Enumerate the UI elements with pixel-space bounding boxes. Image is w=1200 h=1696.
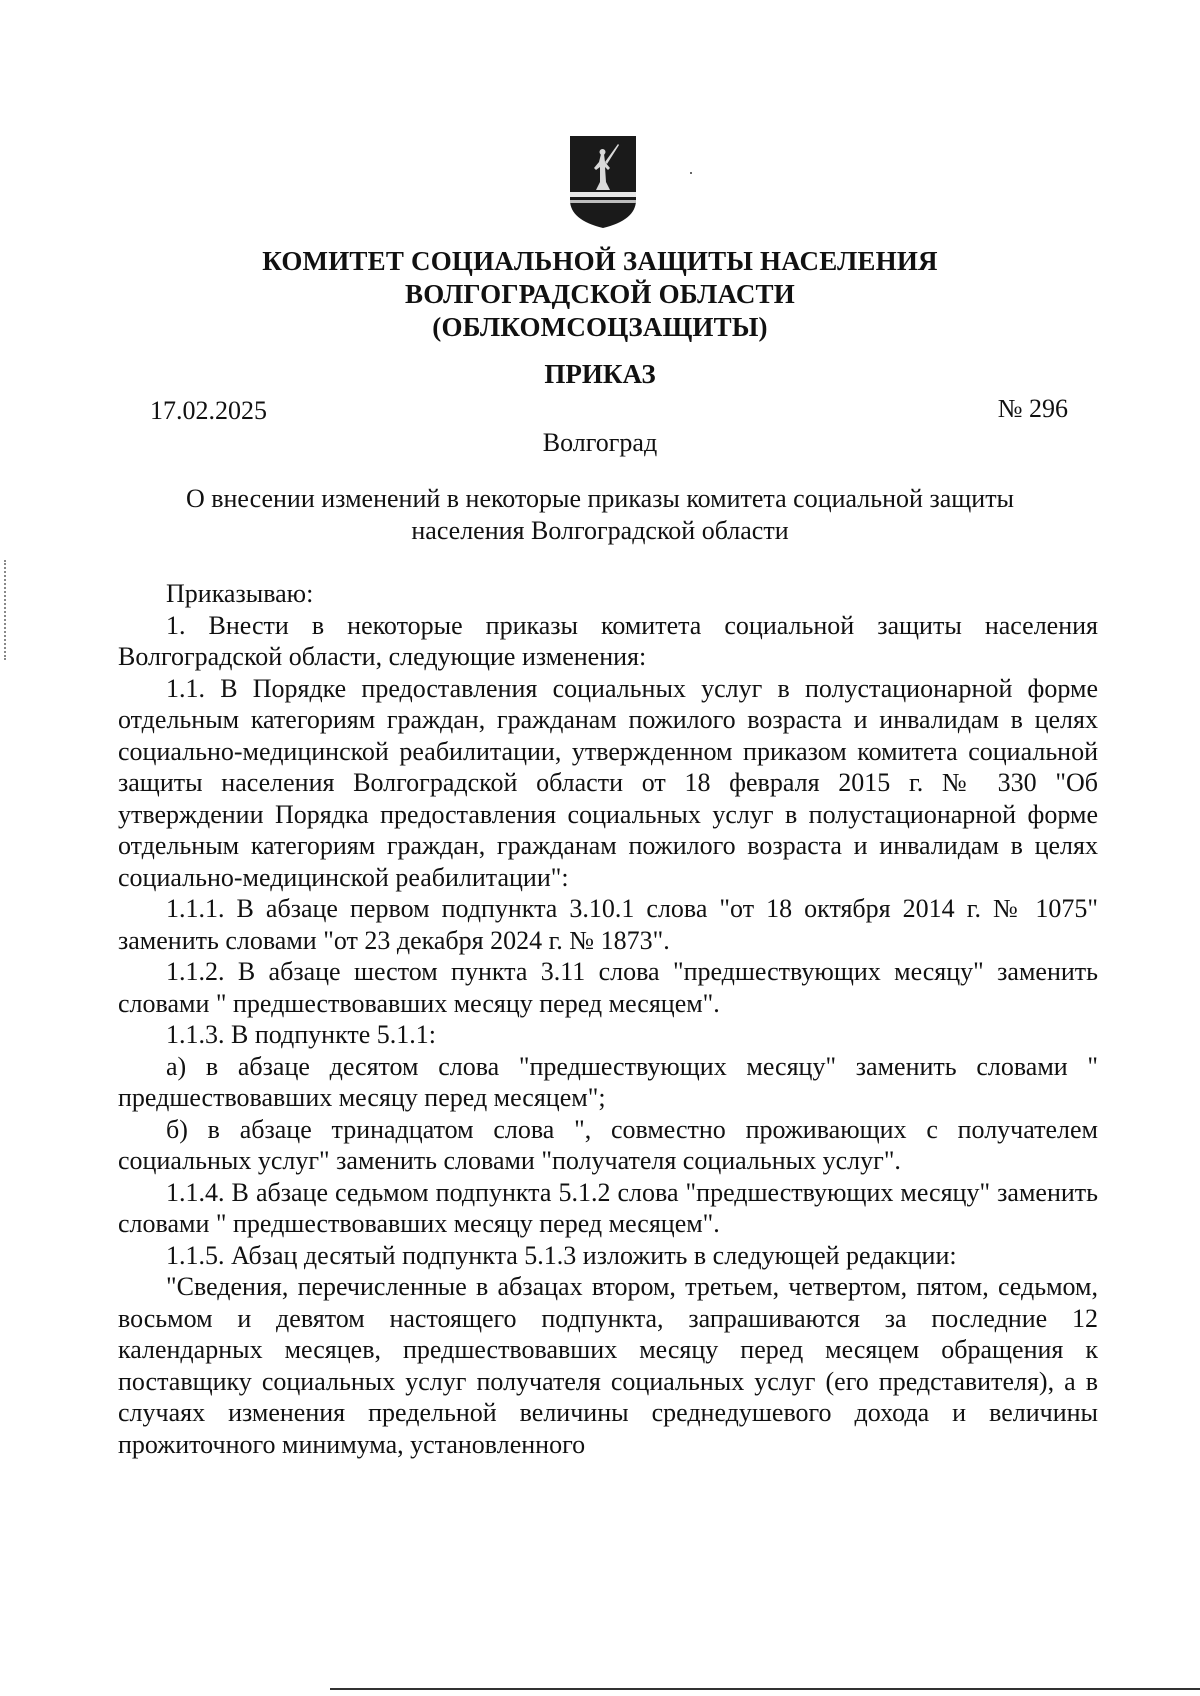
subject-line-1: О внесении изменений в некоторые приказы комитета социальной защиты bbox=[185, 484, 1015, 513]
document-city: Волгоград bbox=[542, 428, 658, 457]
body-paragraph: а) в абзаце десятом слова "предшествующих месяцу" заменить словами " предшествовавших месяцу перед месяцем"; bbox=[118, 1051, 1098, 1112]
document-body bbox=[118, 578, 1098, 1460]
subject-line-2: населения Волгоградской области bbox=[411, 516, 789, 545]
document-date: 17.02.2025 bbox=[150, 396, 267, 425]
scan-speck bbox=[690, 172, 692, 174]
body-paragraph: 1.1.3. В подпункте 5.1.1: bbox=[166, 1020, 436, 1049]
document-number: № 296 bbox=[997, 394, 1068, 423]
coat-of-arms-emblem bbox=[568, 134, 638, 230]
organization-name bbox=[0, 245, 1200, 344]
document-subject bbox=[130, 483, 1070, 547]
org-line-2: ВОЛГОГРАДСКОЙ ОБЛАСТИ bbox=[405, 279, 795, 309]
body-paragraph: Приказываю: bbox=[166, 579, 314, 608]
body-paragraph: "Сведения, перечисленные в абзацах втором, третьем, четвертом, пятом, седьмом, восьмом и девятом настоящего подпункта, запрашиваются за последние 12 календарных месяцев, предшествовавших месяцу перед месяцем обращения к поставщику социальных услуг получателя социальных услуг (его представителя), а в случаях изменения предельной величины среднедушевого дохода и величины прожиточного минимума, установленного bbox=[118, 1272, 1098, 1459]
page-bottom-rule bbox=[330, 1688, 1200, 1690]
body-paragraph: 1.1. В Порядке предоставления социальных услуг в полустационарной форме отдельным категориям граждан, гражданам пожилого возраста и инвалидам в целях социально-медицинской реабилитации, утвержденном приказом комитета социальной защиты населения Волгоградской области от 18 февраля 2015 г. № 330 "Об утверждении Порядка предоставления социальных услуг в полустационарной форме отдельным категориям граждан, гражданам пожилого возраста и инвалидам в целях социально-медицинской реабилитации": bbox=[118, 673, 1098, 892]
org-line-1: КОМИТЕТ СОЦИАЛЬНОЙ ЗАЩИТЫ НАСЕЛЕНИЯ bbox=[262, 246, 938, 276]
document-type-title: ПРИКАЗ bbox=[544, 359, 656, 389]
scan-edge-marks bbox=[4, 560, 8, 660]
body-paragraph: 1.1.1. В абзаце первом подпункта 3.10.1 слова "от 18 октября 2014 г. № 1075" заменить словами "от 23 декабря 2024 г. № 1873". bbox=[118, 894, 1098, 955]
body-paragraph: б) в абзаце тринадцатом слова ", совместно проживающих с получателем социальных услуг" заменить словами "получателя социальных услуг". bbox=[118, 1114, 1098, 1175]
body-paragraph: 1.1.2. В абзаце шестом пункта 3.11 слова "предшествующих месяцу" заменить словами " предшествовавших месяцу перед месяцем". bbox=[118, 957, 1098, 1018]
body-paragraph: 1.1.5. Абзац десятый подпункта 5.1.3 изложить в следующей редакции: bbox=[166, 1240, 957, 1270]
body-paragraph: 1. Внести в некоторые приказы комитета социальной защиты населения Волгоградской области, следующие изменения: bbox=[118, 610, 1098, 671]
org-line-3: (ОБЛКОМСОЦЗАЩИТЫ) bbox=[432, 312, 768, 342]
body-paragraph: 1.1.4. В абзаце седьмом подпункта 5.1.2 слова "предшествующих месяцу" заменить словами " предшествовавших месяцу перед месяцем". bbox=[118, 1177, 1098, 1238]
